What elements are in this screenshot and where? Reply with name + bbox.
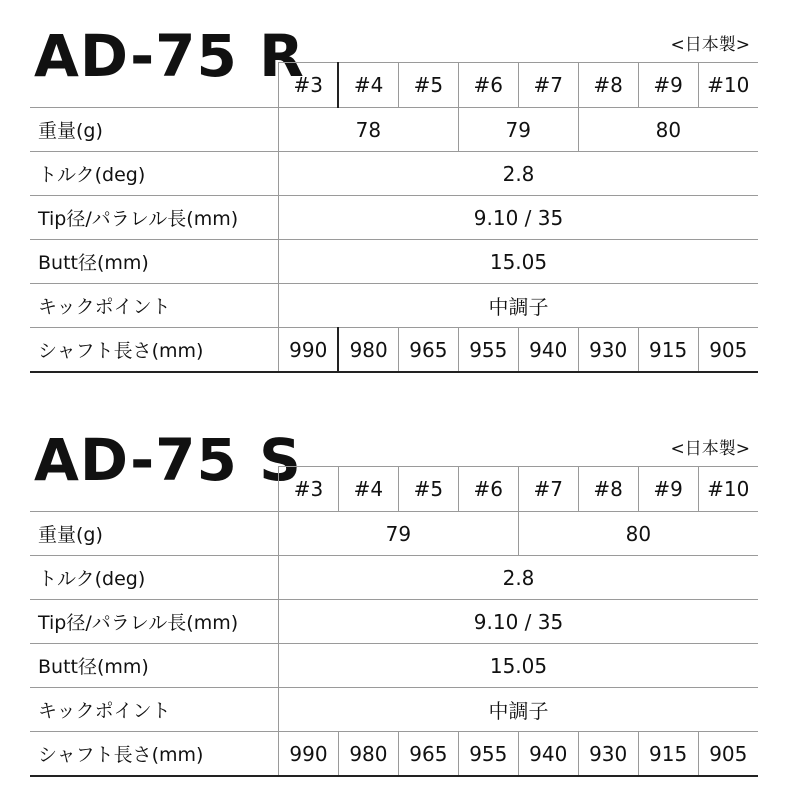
butt-cell: 15.05 xyxy=(279,644,759,688)
butt-row xyxy=(30,644,758,688)
length-cell: 980 xyxy=(338,328,398,373)
length-cell: 930 xyxy=(578,328,638,373)
spec-table xyxy=(30,466,758,777)
row-label: トルク(deg) xyxy=(30,152,279,196)
row-label: キックポイント xyxy=(30,688,279,732)
torque-cell: 2.8 xyxy=(279,152,759,196)
spec-title: AD-75 S xyxy=(34,426,302,494)
row-label: 重量(g) xyxy=(30,108,279,152)
kick-cell: 中調子 xyxy=(279,284,759,328)
spec-block-s xyxy=(0,412,800,792)
header-cell: #5 xyxy=(398,467,458,512)
weight-cell: 79 xyxy=(458,108,578,152)
header-cell: #10 xyxy=(698,63,758,108)
row-label: シャフト長さ(mm) xyxy=(30,328,279,373)
length-cell: 965 xyxy=(398,328,458,373)
butt-cell: 15.05 xyxy=(279,240,759,284)
row-label: キックポイント xyxy=(30,284,279,328)
row-label: Tip径/パラレル長(mm) xyxy=(30,196,279,240)
row-label: Tip径/パラレル長(mm) xyxy=(30,600,279,644)
header-cell: #5 xyxy=(398,63,458,108)
length-cell: 955 xyxy=(458,732,518,777)
length-cell: 940 xyxy=(518,328,578,373)
length-cell: 990 xyxy=(279,732,339,777)
header-cell: #9 xyxy=(638,63,698,108)
length-row xyxy=(30,732,758,777)
tip-cell: 9.10 / 35 xyxy=(279,196,759,240)
weight-row xyxy=(30,512,758,556)
header-cell: #7 xyxy=(518,63,578,108)
length-cell: 990 xyxy=(279,328,339,373)
row-label: Butt径(mm) xyxy=(30,644,279,688)
header-row xyxy=(30,63,758,108)
length-row xyxy=(30,328,758,373)
length-cell: 905 xyxy=(698,328,758,373)
torque-cell: 2.8 xyxy=(279,556,759,600)
torque-row xyxy=(30,152,758,196)
row-label: トルク(deg) xyxy=(30,556,279,600)
header-cell: #8 xyxy=(578,63,638,108)
length-cell: 915 xyxy=(638,732,698,777)
weight-cell: 80 xyxy=(578,108,758,152)
row-label: Butt径(mm) xyxy=(30,240,279,284)
torque-row xyxy=(30,556,758,600)
header-blank xyxy=(30,467,279,512)
length-cell: 965 xyxy=(398,732,458,777)
tip-row xyxy=(30,600,758,644)
header-cell: #4 xyxy=(338,63,398,108)
length-cell: 915 xyxy=(638,328,698,373)
weight-cell: 79 xyxy=(279,512,519,556)
spec-block-r xyxy=(0,8,800,388)
length-cell: 980 xyxy=(338,732,398,777)
header-cell: #4 xyxy=(338,467,398,512)
length-cell: 940 xyxy=(518,732,578,777)
header-cell: #10 xyxy=(698,467,758,512)
header-row xyxy=(30,467,758,512)
kick-row xyxy=(30,688,758,732)
spec-title: AD-75 R xyxy=(34,22,305,90)
header-cell: #9 xyxy=(638,467,698,512)
header-cell: #3 xyxy=(279,63,339,108)
origin-label: <日本製> xyxy=(670,439,750,459)
kick-cell: 中調子 xyxy=(279,688,759,732)
header-cell: #8 xyxy=(578,467,638,512)
origin-label: <日本製> xyxy=(670,35,750,55)
length-cell: 930 xyxy=(578,732,638,777)
header-blank xyxy=(30,63,279,108)
row-label: シャフト長さ(mm) xyxy=(30,732,279,777)
header-cell: #7 xyxy=(518,467,578,512)
header-cell: #6 xyxy=(458,467,518,512)
row-label: 重量(g) xyxy=(30,512,279,556)
header-cell: #3 xyxy=(279,467,339,512)
butt-row xyxy=(30,240,758,284)
length-cell: 905 xyxy=(698,732,758,777)
tip-row xyxy=(30,196,758,240)
header-cell: #6 xyxy=(458,63,518,108)
weight-cell: 78 xyxy=(279,108,459,152)
weight-cell: 80 xyxy=(518,512,758,556)
spec-table xyxy=(30,62,758,373)
tip-cell: 9.10 / 35 xyxy=(279,600,759,644)
length-cell: 955 xyxy=(458,328,518,373)
kick-row xyxy=(30,284,758,328)
weight-row xyxy=(30,108,758,152)
